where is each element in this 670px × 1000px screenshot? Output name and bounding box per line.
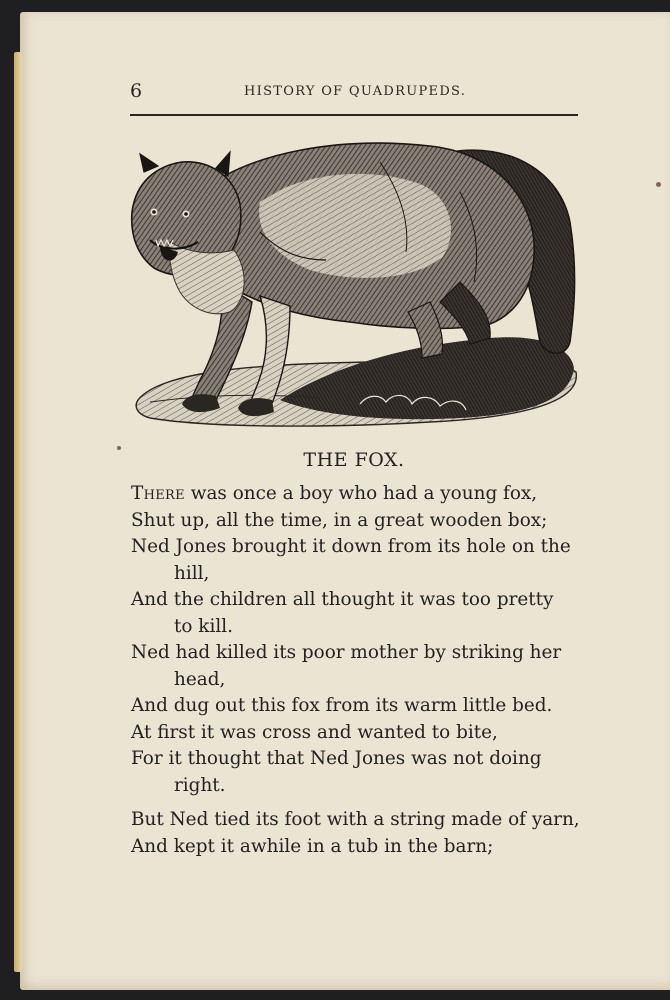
stanza-gap	[131, 799, 583, 807]
poem-line: And kept it awhile in a tub in the barn;	[131, 835, 494, 857]
poem-line: But Ned tied its foot with a string made of yarn,	[131, 809, 580, 830]
fox-illustration	[130, 132, 578, 432]
poem-line-continuation: hill,	[174, 562, 210, 584]
poem-line	[131, 481, 583, 508]
poem-line: Ned had killed its poor mother by striking her	[131, 642, 562, 663]
poem-line-continuation: right.	[174, 774, 226, 796]
illustration-caption: THE FOX.	[303, 449, 405, 471]
page-header	[130, 80, 578, 104]
poem-line: For it thought that Ned Jones was not doing	[131, 748, 542, 769]
header-rule	[130, 114, 578, 116]
poem-line: And dug out this fox from its warm little bed.	[131, 695, 553, 716]
poem-line: Shut up, all the time, in a great wooden box;	[131, 509, 548, 531]
poem-line-rest: was once a boy who had a young fox,	[184, 483, 538, 504]
drop-word: There	[131, 483, 185, 504]
poem-line: At first it was cross and wanted to bite,	[131, 721, 498, 743]
poem-line: And the children all thought it was too pretty	[131, 589, 554, 610]
poem-line: Ned Jones brought it down from its hole on the	[131, 536, 571, 557]
print-speck	[656, 182, 661, 187]
running-title: HISTORY OF QUADRUPEDS.	[244, 84, 467, 99]
poem-line-continuation: to kill.	[174, 615, 233, 637]
poem-line-continuation: head,	[174, 668, 226, 690]
poem-text	[131, 481, 583, 860]
print-speck	[117, 446, 121, 450]
page-number: 6	[130, 80, 143, 102]
